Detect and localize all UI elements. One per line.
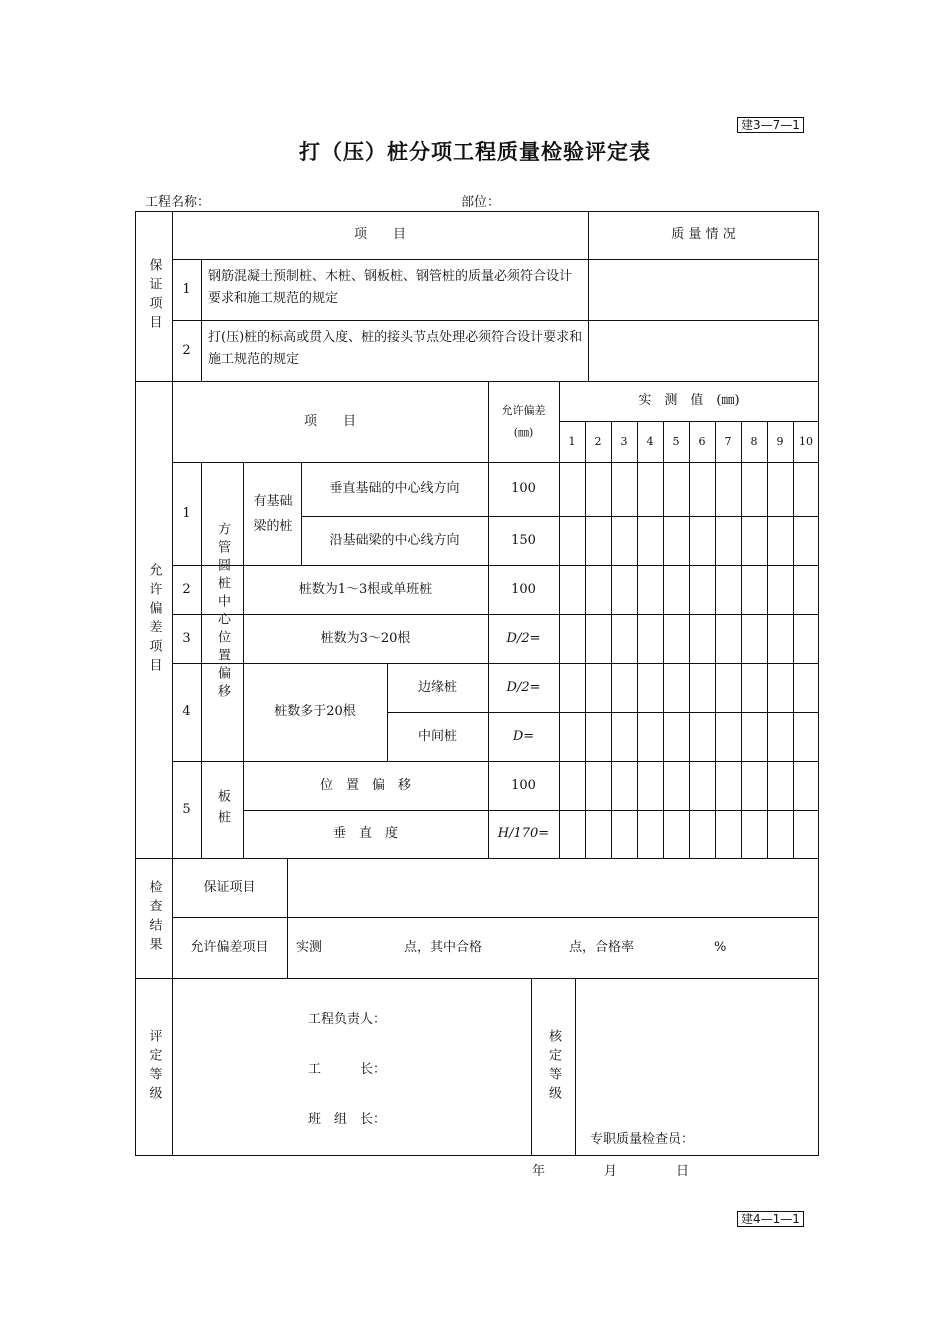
check-guarantee-label: 保证项目 xyxy=(203,879,256,895)
guarantee-row-2-no: 2 xyxy=(182,342,191,358)
tolerance-row-5-no: 5 xyxy=(182,801,191,817)
guarantee-row-1-text: 钢筋混凝土预制桩、木桩、钢板桩、钢管桩的质量必须符合设计要求和施工规范的规定 xyxy=(208,269,573,306)
row-3-allowed: D/2= xyxy=(506,630,541,646)
allowed-deviation-header: 允许偏差 (㎜) xyxy=(501,403,546,439)
points-rate-label: 点，合格率 xyxy=(569,940,635,955)
measure-col-8: 8 xyxy=(750,434,758,448)
row-5b-item: 垂 直 度 xyxy=(332,826,398,841)
measure-col-3: 3 xyxy=(620,434,628,448)
row-1a-item: 垂直基础的中心线方向 xyxy=(329,481,460,496)
row-4a-allowed: D/2= xyxy=(506,679,541,695)
tolerance-row-2-no: 2 xyxy=(182,581,191,597)
row-1b-item: 沿基础梁的中心线方向 xyxy=(329,532,460,548)
date-year-label: 年 xyxy=(532,1164,546,1179)
row-4b-allowed: D= xyxy=(512,728,535,744)
measured-values-header: 实 测 值 (㎜) xyxy=(638,393,740,408)
verify-grade-label: 核定等级 xyxy=(546,1029,561,1105)
square-pile-group-label: 方管圆桩中心位置偏移 xyxy=(215,521,230,702)
row-1a-allowed: 100 xyxy=(511,481,536,496)
percent-label: % xyxy=(714,940,727,955)
guarantee-section-label: 保证项目 xyxy=(146,258,162,334)
form-code-top: 建3—7—1 xyxy=(737,117,804,133)
measure-col-1: 1 xyxy=(568,434,576,448)
tolerance-row-4-no: 4 xyxy=(182,704,191,719)
inspector-label: 专职质量检查员： xyxy=(590,1132,695,1147)
date-day-label: 日 xyxy=(676,1164,690,1179)
date-month-label: 月 xyxy=(604,1164,618,1179)
measure-col-7: 7 xyxy=(724,434,732,448)
row-1b-allowed: 150 xyxy=(511,532,536,548)
form-code-bottom: 建4—1—1 xyxy=(737,1211,804,1227)
measure-col-4: 4 xyxy=(646,434,654,448)
measure-col-9: 9 xyxy=(776,434,784,448)
row-2-item: 桩数为1～3根或单班桩 xyxy=(298,581,433,597)
check-guarantee-result-cell[interactable] xyxy=(288,859,819,917)
tolerance-row-1-no: 1 xyxy=(182,505,191,521)
row-5a-item: 位 置 偏 移 xyxy=(319,777,411,793)
row-5b-allowed: H/170= xyxy=(497,826,550,841)
project-name-label: 工程名称： xyxy=(145,195,211,210)
foreman-label: 工 长： xyxy=(308,1062,387,1077)
guarantee-row-2-quality-cell[interactable] xyxy=(589,321,819,381)
page-title: 打（压）桩分项工程质量检验评定表 xyxy=(299,140,651,164)
quality-status-header: 质 量 情 况 xyxy=(671,227,736,242)
location-label: 部位： xyxy=(461,195,501,210)
measure-col-6: 6 xyxy=(698,434,706,448)
row-4b-item: 中间桩 xyxy=(417,728,457,744)
guarantee-item-header: 项 目 xyxy=(353,227,406,242)
project-lead-label: 工程负责人： xyxy=(308,1012,387,1027)
inspection-form-table xyxy=(135,211,819,1156)
row-5a-allowed: 100 xyxy=(511,777,536,793)
row-4-item: 桩数多于20根 xyxy=(274,704,356,719)
row-3-item: 桩数为3～20根 xyxy=(320,630,411,646)
guarantee-row-1-quality-cell[interactable] xyxy=(589,260,819,320)
tolerance-item-header: 项 目 xyxy=(303,413,356,429)
team-lead-label: 班 组 长： xyxy=(308,1112,387,1127)
points-pass-label: 点，其中合格 xyxy=(404,940,483,955)
tolerance-row-3-no: 3 xyxy=(182,630,191,646)
sheet-pile-group-label: 板桩 xyxy=(215,788,230,831)
measure-col-10: 10 xyxy=(799,434,813,448)
row-2-allowed: 100 xyxy=(511,581,536,597)
with-beam-label: 有基础梁的桩 xyxy=(253,493,293,534)
check-result-section-label: 检查结果 xyxy=(146,880,162,956)
measure-col-2: 2 xyxy=(594,434,602,448)
guarantee-row-2-text: 打(压)桩的标高或贯入度、桩的接头节点处理必须符合设计要求和施工规范的规定 xyxy=(208,330,583,367)
rating-section-label: 评定等级 xyxy=(146,1029,162,1105)
measure-col-5: 5 xyxy=(672,434,680,448)
tolerance-section-label: 允许偏差项目 xyxy=(146,562,162,677)
measured-label: 实测 xyxy=(296,940,323,955)
guarantee-row-1-no: 1 xyxy=(182,281,191,297)
check-tolerance-label: 允许偏差项目 xyxy=(190,939,269,955)
row-4a-item: 边缘桩 xyxy=(417,679,457,695)
